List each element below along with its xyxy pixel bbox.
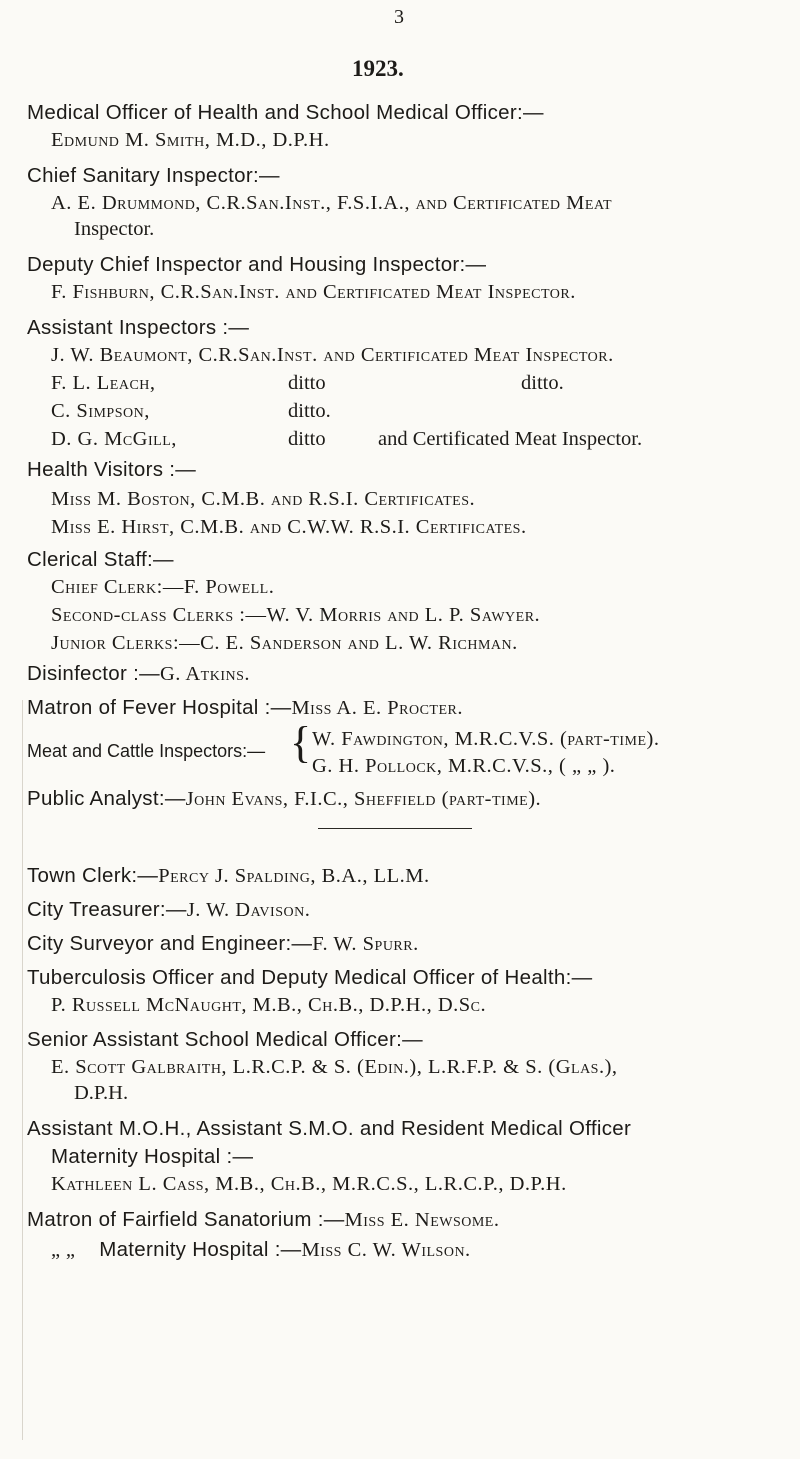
matron-maternity-name: Miss C. W. Wilson. — [301, 1239, 471, 1261]
deputy-heading: Deputy Chief Inspector and Housing Inspector:— — [27, 253, 487, 276]
senior-smo-name: E. Scott Galbraith, L.R.C.P. & S. (Edin.), L.R.F.P. & S. (Glas.), — [51, 1056, 618, 1078]
health-visitors-heading: Health Visitors :— — [27, 458, 197, 481]
deputy-name: F. Fishburn, C.R.San.Inst. and Certificated Meat Inspector. — [51, 281, 576, 303]
health-visitor-2: Miss E. Hirst, C.M.B. and C.W.W. R.S.I. Certificates. — [51, 516, 527, 538]
assistant-moh-heading: Assistant M.O.H., Assistant S.M.O. and Resident Medical Officer — [27, 1117, 632, 1140]
analyst-name: John Evans, F.I.C., Sheffield (part-time). — [185, 788, 542, 810]
assistant-row-4-col2: ditto — [288, 428, 326, 450]
matron-fairfield-line — [27, 1208, 499, 1232]
senior-smo-heading: Senior Assistant School Medical Officer:— — [27, 1028, 423, 1051]
meat-cattle-heading: Meat and Cattle Inspectors:— — [27, 741, 266, 761]
assistant-moh-name: Kathleen L. Cass, M.B., Ch.B., M.R.C.S., L.R.C.P., D.P.H. — [51, 1173, 567, 1195]
meat-inspector-1: W. Fawdington, M.R.C.V.S. (part-time). — [312, 728, 660, 750]
senior-smo-cont: D.P.H. — [74, 1082, 129, 1104]
moh-heading: Medical Officer of Health and School Medical Officer:— — [27, 101, 544, 124]
analyst-heading: Public Analyst:— — [27, 787, 186, 810]
moh-name: Edmund M. Smith, M.D., D.P.H. — [51, 129, 330, 151]
town-clerk-heading: Town Clerk:— — [27, 864, 159, 887]
chief-clerk: Chief Clerk:—F. Powell. — [51, 576, 275, 598]
meat-inspector-2: G. H. Pollock, M.R.C.V.S., ( „ „ ). — [312, 755, 616, 777]
chief-sanitary-cont: Inspector. — [74, 218, 155, 240]
year-heading: 1923. — [352, 56, 404, 81]
second-class-clerks: Second-class Clerks :—W. V. Morris and L. P. Sawyer. — [51, 604, 541, 626]
matron-maternity-heading: Maternity Hospital :— — [99, 1238, 302, 1261]
assistant-row-2-name: F. L. Leach, — [51, 372, 156, 394]
chief-sanitary-name: A. E. Drummond, C.R.San.Inst., F.S.I.A., and Certificated Meat — [51, 192, 613, 214]
analyst-line — [27, 787, 541, 811]
surveyor-heading: City Surveyor and Engineer:— — [27, 932, 313, 955]
matron-fever-name: Miss A. E. Procter. — [291, 697, 463, 719]
health-visitor-1: Miss M. Boston, C.M.B. and R.S.I. Certificates. — [51, 488, 476, 510]
town-clerk-name: Percy J. Spalding, B.A., LL.M. — [158, 865, 430, 887]
chief-sanitary-heading: Chief Sanitary Inspector:— — [27, 164, 280, 187]
clerical-heading: Clerical Staff:— — [27, 548, 174, 571]
assistants-heading: Assistant Inspectors :— — [27, 316, 250, 339]
assistant-row-4-col3: and Certificated Meat Inspector. — [378, 428, 643, 450]
assistant-row-3-col2: ditto. — [288, 400, 331, 422]
disinfector-heading: Disinfector :— — [27, 662, 160, 685]
matron-fairfield-name: Miss E. Newsome. — [344, 1209, 500, 1231]
town-clerk-line — [27, 864, 430, 888]
tuberculosis-heading: Tuberculosis Officer and Deputy Medical Officer of Health:— — [27, 966, 593, 989]
disinfector-line — [27, 662, 250, 686]
treasurer-line — [27, 898, 310, 922]
assistant-moh-heading-cont: Maternity Hospital :— — [51, 1145, 254, 1168]
surveyor-line — [27, 932, 419, 956]
tuberculosis-name: P. Russell McNaught, M.B., Ch.B., D.P.H., D.Sc. — [51, 994, 487, 1016]
assistant-row-1-name: J. W. Beaumont, C.R.San.Inst. and Certificated Meat Inspector. — [51, 344, 614, 366]
page-number: 3 — [394, 6, 404, 28]
surveyor-name: F. W. Spurr. — [312, 933, 419, 955]
assistant-row-3-name: C. Simpson, — [51, 400, 150, 422]
disinfector-name: G. Atkins. — [159, 663, 251, 685]
matron-maternity-line — [51, 1238, 471, 1262]
matron-fever-heading: Matron of Fever Hospital :— — [27, 696, 292, 719]
junior-clerks: Junior Clerks:—C. E. Sanderson and L. W. Richman. — [51, 632, 518, 654]
page-gutter-shadow — [22, 700, 23, 1440]
assistant-row-2-col3: ditto. — [521, 372, 564, 394]
assistant-row-2-col2: ditto — [288, 372, 326, 394]
assistant-row-4-name: D. G. McGill, — [51, 428, 177, 450]
section-divider — [318, 828, 472, 829]
brace-icon: { — [290, 718, 312, 767]
treasurer-heading: City Treasurer:— — [27, 898, 187, 921]
ditto-marks: „ „ — [51, 1239, 76, 1261]
matron-fever-line — [27, 696, 463, 720]
treasurer-name: J. W. Davison. — [186, 899, 311, 921]
matron-fairfield-heading: Matron of Fairfield Sanatorium :— — [27, 1208, 345, 1231]
